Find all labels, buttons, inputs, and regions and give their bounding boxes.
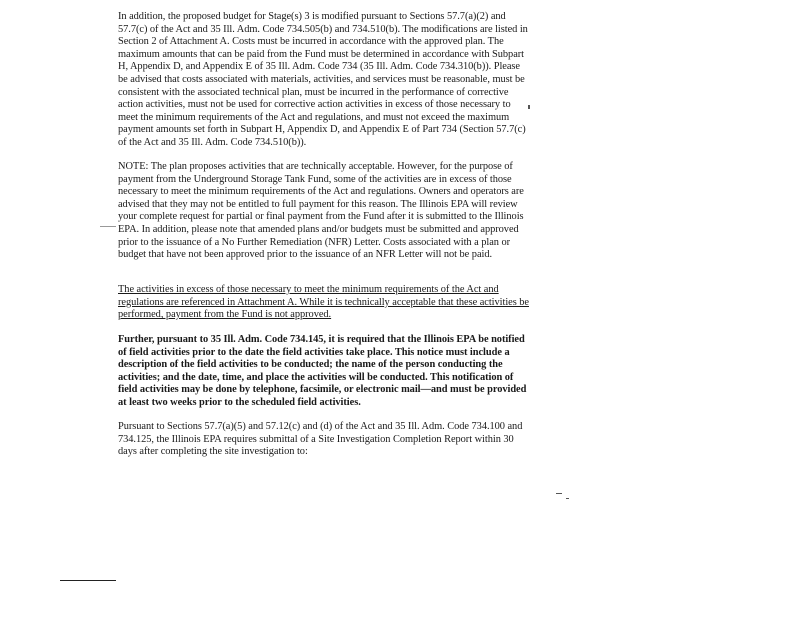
paragraph-site-investigation: Pursuant to Sections 57.7(a)(5) and 57.12(c) and (d) of the Act and 35 Ill. Adm. Code 734.100 and 734.125, the Illinois EPA requires submittal of a Site Investigation Completion Report within 30 days after completing the site investigation to: (118, 421, 523, 458)
footnote-rule (60, 580, 116, 581)
paragraph-excess-activities: The activities in excess of those necessary to meet the minimum requirements of the Act and regulations are referenced in Attachment A. While it is technically acceptable that these activities be performed, payment from the Fund is not approved. (118, 284, 529, 321)
paragraph-note: NOTE: The plan proposes activities that are technically acceptable. However, for the purpose of payment from the Underground Storage Tank Fund, some of the activities are in excess of those necessary to meet the minimum requirements of the Act and regulations. Owners and operators are advised that they may not be entitled to full payment for this reason. The Illinois EPA will review your complete request for partial or final payment from the Fund after it is submitted to the Illinois EPA. In addition, please note that amended plans and/or budgets must be submitted and approved prior to the issuance of a No Further Remediation (NFR) Letter. Costs associated with a plan or budget that have not been approved prior to the issuance of an NFR Letter will not be paid. (118, 161, 524, 261)
scan-artifact (556, 493, 562, 494)
scan-artifact (100, 226, 116, 227)
paragraph-budget-modification: In addition, the proposed budget for Stage(s) 3 is modified pursuant to Sections 57.7(a)(2) and 57.7(c) of the Act and 35 Ill. Adm. Code 734.505(b) and 734.510(b). The modifications are listed in Section 2 of Attachment A. Costs must be incurred in accordance with the approved plan. The maximum amounts that can be paid from the Fund must be determined in accordance with Subpart H, Appendix D, and Appendix E of 35 Ill. Adm. Code 734 (35 Ill. Adm. Code 734.310(b)). Please be advised that costs associated with materials, activities, and services must be reasonable, must be consistent with the associated technical plan, must be incurred in the performance of corrective action activities, must not be used for corrective action activities in excess of those necessary to meet the minimum requirements of the Act and regulations, and must not exceed the maximum payment amounts set forth in Subpart H, Appendix D, and Appendix E of Part 734 (Section 57.7(c) of the Act and 35 Ill. Adm. Code 734.510(b)). (118, 11, 528, 148)
scan-artifact (566, 498, 569, 499)
scan-artifact (528, 105, 530, 109)
paragraph-field-notification: Further, pursuant to 35 Ill. Adm. Code 734.145, it is required that the Illinois EPA be notified of field activities prior to the date the field activities take place. This notice must include a description of the field activities to be conducted; the name of the person conducting the activities; and the date, time, and place the activities will be conducted. This notification of field activities may be done by telephone, facsimile, or electronic mail—and must be provided at least two weeks prior to the scheduled field activities. (118, 334, 527, 408)
